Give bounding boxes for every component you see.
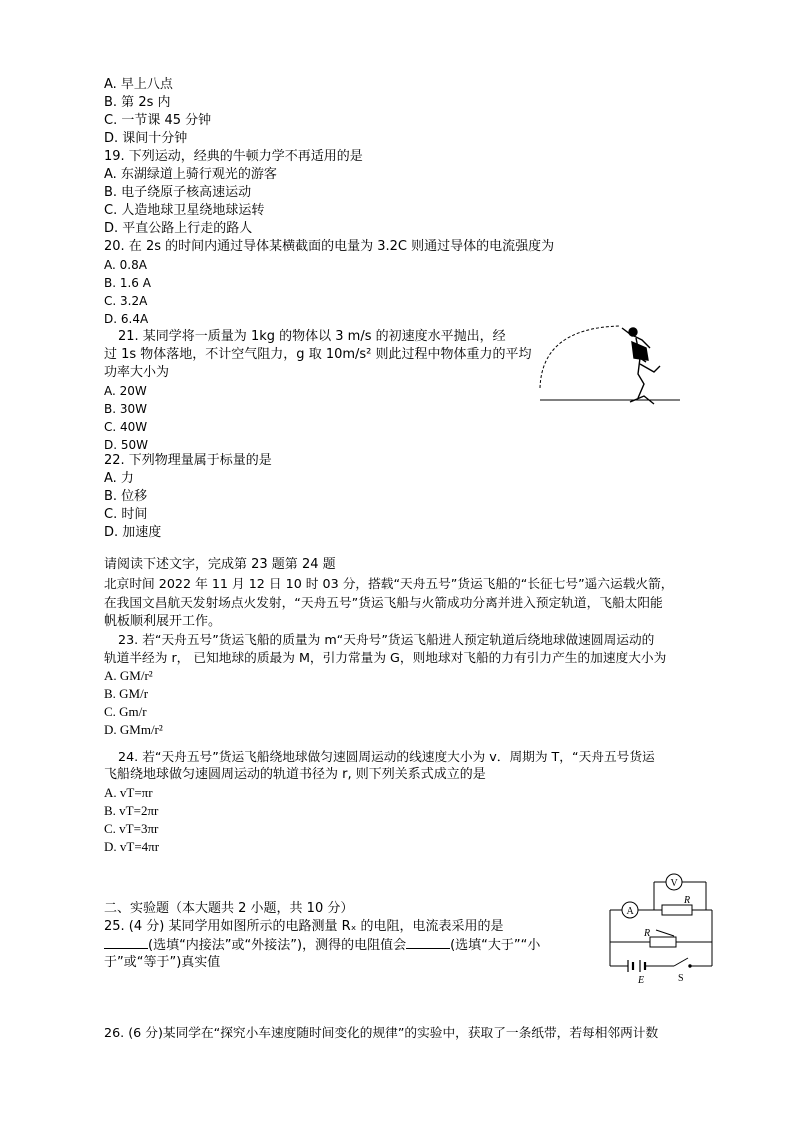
- q23-option-b: B. GM/r: [104, 686, 149, 701]
- switch-lever: [674, 958, 688, 966]
- answer-blank-2[interactable]: [406, 936, 450, 949]
- q18-option-a: A. 早上八点: [104, 77, 173, 92]
- q20-option-d: D. 6.4A: [104, 312, 149, 326]
- trajectory-path: [540, 326, 620, 388]
- q23-stem-line1: 23. 若“天舟五号”货运飞船的质量为 m“天舟号”货运飞船进人预定轨道后绕地球做速圆周运动的: [118, 632, 655, 647]
- q19-stem: 19. 下列运动，经典的牛顿力学不再适用的是: [104, 149, 363, 164]
- resistor-rect: [662, 905, 692, 915]
- section2-title: 二、实验题（本大题共 2 小题，共 10 分）: [104, 901, 354, 916]
- q24-option-a: A. vT=πr: [104, 785, 153, 800]
- battery-label: E: [638, 975, 645, 986]
- q21-option-d: D. 50W: [104, 438, 149, 452]
- q22-option-a: A. 力: [104, 471, 134, 486]
- q24-stem-line2: 飞船绕地球做匀速圆周运动的轨道书径为 r, 则下列关系式成立的是: [104, 767, 486, 782]
- q19-option-c: C. 人造地球卫星绕地球运转: [104, 203, 265, 218]
- q22-stem: 22. 下列物理量属于标量的是: [104, 453, 272, 468]
- q24-stem-line1: 24. 若“天舟五号”货运飞船绕地球做匀速圆周运动的线速度大小为 v．周期为 T，“天舟五号货运: [118, 749, 655, 764]
- q20-stem: 20. 在 2s 的时间内通过导体某横截面的电量为 3.2C 则通过导体的电流强度为: [104, 239, 555, 254]
- q26-line1: 26. (6 分)某同学在“探究小车速度随时间变化的规律”的实验中，获取了一条纸带，若每相邻两计数: [104, 1025, 659, 1040]
- q19-option-b: B. 电子绕原子核高速运动: [104, 185, 252, 200]
- voltmeter-label: V: [670, 878, 678, 889]
- q21-stem-line1: 21. 某同学将一质量为 1kg 的物体以 3 m/s 的初速度水平抛出，经: [118, 329, 506, 344]
- q23-option-a: A. GM/r²: [104, 668, 153, 683]
- resistor-label: R: [684, 895, 691, 906]
- q22-option-d: D. 加速度: [104, 525, 162, 540]
- reading-line3: 帆板顺利展开工作。: [104, 614, 222, 629]
- q25-line1: 25. (4 分) 某同学用如图所示的电路测量 Rₓ 的电阻，电流表采用的是: [104, 919, 504, 934]
- rheostat-slider: [656, 930, 674, 936]
- reading-line1: 北京时间 2022 年 11 月 12 日 10 时 03 分，搭载“天舟五号”货运飞船的“长征七号”遥六运载火箭，: [104, 576, 674, 591]
- q21-stem-line2: 过 1s 物体落地，不计空气阻力，g 取 10m/s² 则此过程中物体重力的平均: [104, 347, 532, 362]
- rheostat-rect: [650, 937, 676, 947]
- switch-label: S: [678, 973, 684, 984]
- q24-option-b: B. vT=2πr: [104, 803, 159, 818]
- q18-option-b: B. 第 2s 内: [104, 95, 171, 110]
- circuit-diagram: [604, 870, 716, 986]
- q21-option-b: B. 30W: [104, 402, 147, 416]
- q25-line2-part-a: (选填“内接法”或“外接法”)，测得的电阻值会: [148, 938, 407, 953]
- q23-stem-line2: 轨道半经为 r， 已知地球的质最为 M，引力常量为 G，则地球对飞船的力有引力产生的加速度大小为: [104, 650, 667, 665]
- q22-option-b: B. 位移: [104, 489, 148, 504]
- q21-stem-line3: 功率大小为: [104, 365, 170, 380]
- q22-option-c: C. 时间: [104, 507, 148, 522]
- q21-option-a: A. 20W: [104, 384, 147, 398]
- q21-option-c: C. 40W: [104, 420, 148, 434]
- q20-option-c: C. 3.2A: [104, 294, 148, 308]
- q25-line2-part-b: (选填“大于”“小: [450, 938, 541, 953]
- q20-option-a: A. 0.8A: [104, 258, 147, 272]
- answer-blank-1[interactable]: [104, 936, 148, 949]
- q23-option-d: D. GMm/r²: [104, 722, 163, 737]
- q25-line3: 于”或“等于”)真实值: [104, 955, 221, 970]
- reading-intro: 请阅读下述文字，完成第 23 题第 24 题: [104, 557, 336, 572]
- q24-option-c: C. vT=3πr: [104, 821, 159, 836]
- rheostat-label: R: [644, 928, 651, 939]
- reading-line2: 在我国文昌航天发射场点火发射，“天舟五号”货运飞船与火箭成功分离并进入预定轨道，飞船太阳能: [104, 595, 663, 610]
- q20-option-b: B. 1.6 A: [104, 276, 151, 290]
- q19-option-a: A. 东湖绿道上骑行观光的游客: [104, 167, 277, 182]
- q24-option-d: D. vT=4πr: [104, 839, 160, 854]
- thrower-person: [622, 328, 660, 404]
- ammeter-label: A: [626, 906, 634, 917]
- q18-option-c: C. 一节课 45 分钟: [104, 113, 212, 128]
- q19-option-d: D. 平直公路上行走的路人: [104, 221, 253, 236]
- q23-option-c: C. Gm/r: [104, 704, 147, 719]
- projectile-figure: [530, 318, 680, 410]
- q25-line2: [104, 936, 540, 955]
- q18-option-d: D. 课间十分钟: [104, 131, 188, 146]
